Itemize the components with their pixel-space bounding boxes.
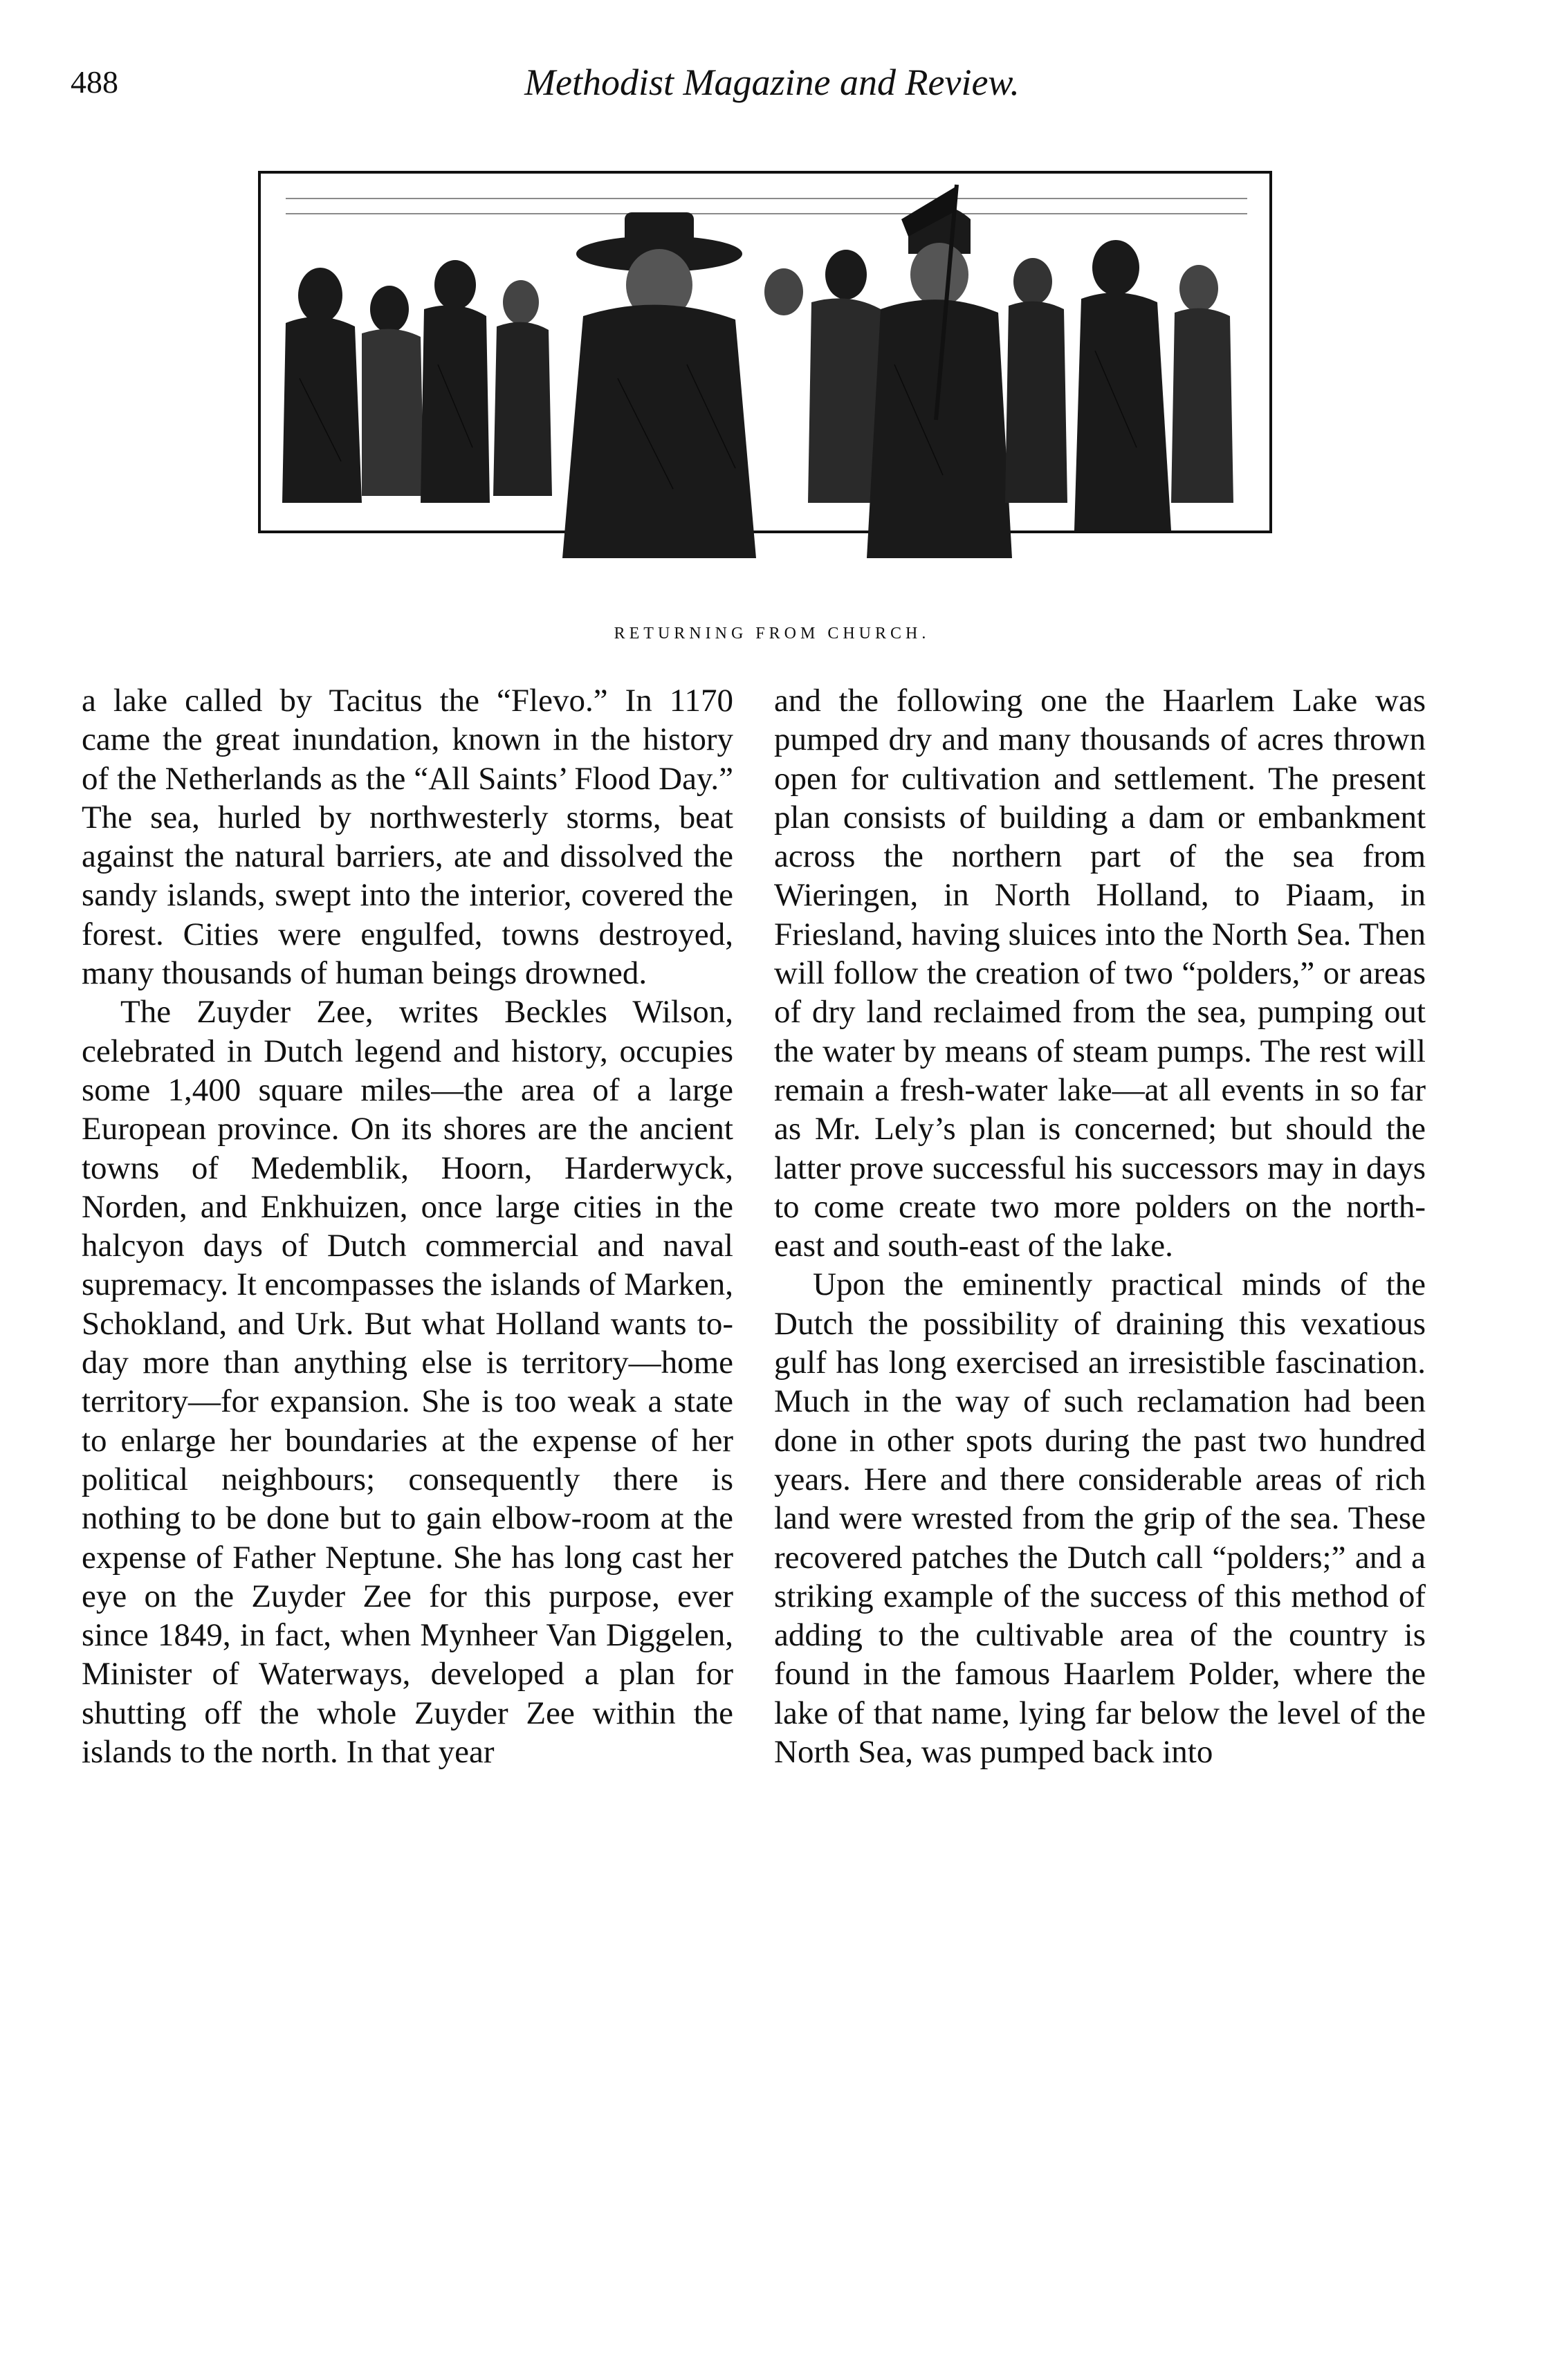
engraving-illustration (258, 171, 1272, 584)
right-paragraph-1: and the following one the Haarlem Lake was pumped dry and many thousands of acres thrown open for cultivation and settlement. The present plan consists of building a dam or embankment across the northern part of the sea from Wieringen, in North Holland, to Piaam, in Friesland, having sluices into the North Sea. Then will follow the creation of two “polders,” or areas of dry land reclaimed from the sea, pumping out the water by means of steam pumps. The rest will remain a fresh-water lake—at all events in so far as Mr. Lely’s plan is concerned; but should the latter prove successful his successors may in days to come create two more polders on the north-east and south-east of the lake. (774, 683, 1426, 1264)
right-paragraph-2: Upon the eminently practical minds of the Dutch the possibility of draining this vexatious gulf has long exercised an irresistible fascination. Much in the way of such reclamation had been done in other spots during the past two hundred years. Here and there considerable areas of rich land were wrested from the grip of the sea. These recovered patches the Dutch call “polders;” and a striking example of the success of this method of adding to the cultivable area of the country is found in the famous Haarlem Polder, where the lake of that name, lying far below the level of the North Sea, was pumped back into (774, 1266, 1426, 1771)
figure-caption: RETURNING FROM CHURCH. (614, 625, 930, 643)
running-title: Methodist Magazine and Review. (524, 62, 1020, 103)
right-column (774, 681, 1426, 1771)
engraving-crowd-image (258, 171, 1272, 584)
left-paragraph-2: The Zuyder Zee, writes Beckles Wilson, celebrated in Dutch legend and history, occupies some 1,400 square miles—the area of a large European province. On its shores are the ancient towns of Medemblik, Hoorn, Harderwyck, Norden, and Enkhuizen, once large cities in the halcyon days of Dutch commercial and naval supremacy. It encompasses the islands of Marken, Schokland, and Urk. But what Holland wants to-day more than anything else is territory—home territory—for expansion. She is too weak a state to enlarge her boundaries at the expense of her political neighbours; consequently there is nothing to be done but to gain elbow-room at the expense of Father Neptune. She has long cast her eye on the Zuyder Zee for this purpose, ever since 1849, in fact, when Mynheer Van Diggelen, Minister of Waterways, developed a plan for shutting off the whole Zuyder Zee within the islands to the north. In that year (82, 994, 733, 1771)
page-number: 488 (71, 64, 118, 100)
left-column (82, 681, 733, 1771)
left-paragraph-1: a lake called by Tacitus the “Flevo.” In 1170 came the great inundation, known in the history of the Netherlands as the “All Saints’ Flood Day.” The sea, hurled by northwesterly storms, beat against the natural barriers, ate and dissolved the sandy islands, swept into the interior, covered the forest. Cities were engulfed, towns destroyed, many thousands of human beings drowned. (82, 683, 733, 992)
